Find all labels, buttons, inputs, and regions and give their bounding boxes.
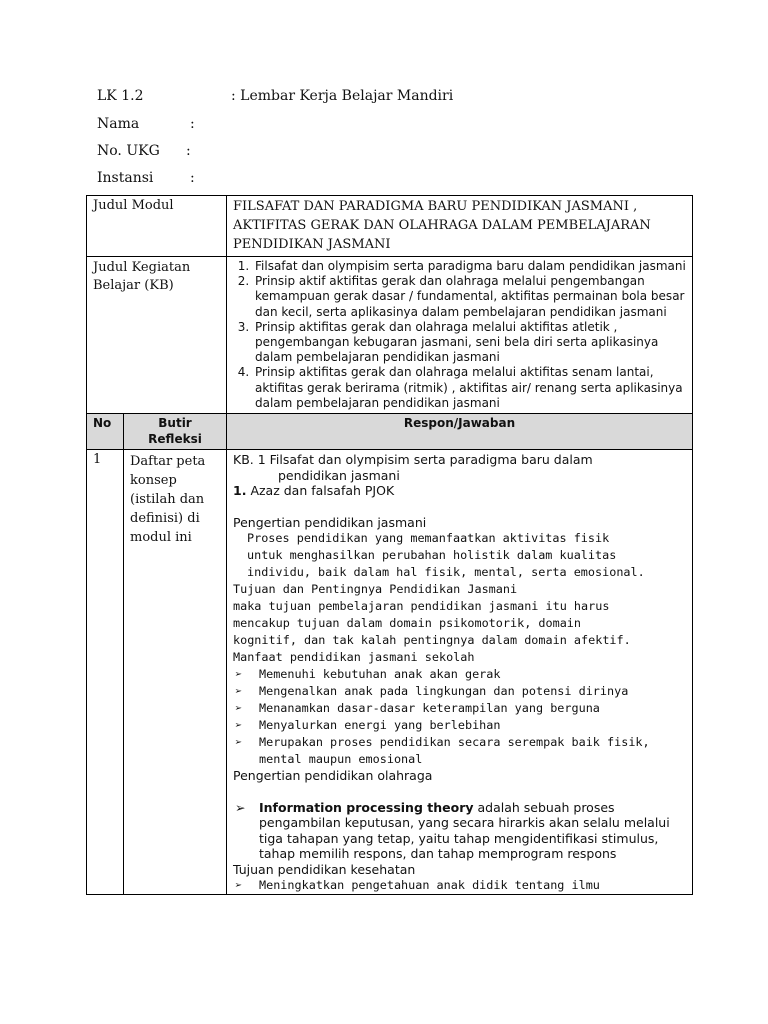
noukg-label: No. UKG [97, 143, 160, 159]
manfaat-item-text: Mengenalkan anak pada lingkungan dan potensi dirinya [259, 684, 629, 699]
tujuan-kesehatan: Tujuan pendidikan kesehatan [233, 861, 416, 877]
row-number: 1 [87, 450, 124, 895]
manfaat-item [233, 717, 686, 734]
manfaat-item-text: Menanamkan dasar-dasar keterampilan yang berguna [259, 701, 600, 716]
column-header-row [87, 414, 693, 450]
arrow-bullet-icon: ➢ [235, 701, 243, 716]
lk-line [97, 88, 454, 104]
kb-item-3: 3. Prinsip aktifitas gerak dan olahraga melalui aktifitas atletik , pengembangan kebugaran jasmani, seni bela diri serta aplikasinya dalam pembelajaran pendidikan jasmani [253, 320, 686, 366]
kb-list-cell [227, 257, 693, 414]
azaz-line [233, 483, 686, 499]
manfaat-title: Manfaat pendidikan jasmani sekolah [233, 650, 475, 665]
kb-item-2: 2. Prinsip aktif aktifitas gerak dan olahraga melalui pengembangan kemampuan gerak dasar / fundamental, aktifitas permainan bola besar dan kecil, serta aplikasinya dalam pembelajaran pendidikan jasmani [253, 274, 686, 320]
manfaat-item-cont: mental maupun emosional [259, 752, 423, 767]
judul-modul-label: Judul Modul [87, 196, 227, 257]
manfaat-item [233, 683, 686, 700]
manfaat-item [233, 666, 686, 683]
row-butir: Daftar peta konsep (istilah dan definisi) di modul ini [124, 450, 227, 895]
instansi-label: Instansi [97, 170, 154, 186]
proses-paragraph [233, 530, 686, 581]
proses-line-3: individu, baik dalam hal fisik, mental, serta emosional. [247, 565, 645, 580]
judul-modul-row [87, 196, 693, 257]
col-no-header: No [87, 414, 124, 450]
meningkatkan-text: Meningkatkan pengetahuan anak didik tentang ilmu [259, 878, 600, 893]
tujuan-line-2: mencakup tujuan dalam domain psikomotorik, domain [233, 616, 582, 631]
arrow-bullet-icon: ➢ [235, 718, 243, 733]
ipt-term: Information processing theory [259, 799, 474, 815]
col-butir-header: Butir Refleksi [124, 414, 227, 450]
judul-modul-value: FILSAFAT DAN PARADIGMA BARU PENDIDIKAN JASMANI , AKTIFITAS GERAK DAN OLAHRAGA DALAM PEMBELAJARAN PENDIDIKAN JASMANI [227, 196, 693, 257]
arrow-bullet-icon: ➢ [235, 684, 243, 699]
arrow-bullet-icon: ➢ [235, 667, 243, 682]
azaz-number: 1. [233, 483, 247, 499]
manfaat-item [233, 700, 686, 717]
ipt-item [233, 800, 686, 862]
instansi-line [97, 170, 195, 186]
manfaat-item [233, 734, 686, 751]
meningkatkan-item [233, 877, 686, 894]
manfaat-item-text: Menyalurkan energi yang berlebihan [259, 718, 501, 733]
pengertian-penjas: Pengertian pendidikan jasmani [233, 514, 427, 530]
arrow-bullet-icon: ➢ [235, 878, 243, 893]
kb-item-4: 4. Prinsip aktifitas gerak dan olahraga melalui aktifitas senam lantai, aktifitas gerak berirama (ritmik) , aktifitas air/ renang serta aplikasinya dalam pembelajaran pendidikan jasmani [253, 365, 686, 411]
tujuan-title: Tujuan dan Pentingnya Pendidikan Jasmani [233, 582, 518, 597]
proses-line-2: untuk menghasilkan perubahan holistik dalam kualitas [247, 548, 617, 563]
tujuan-block [233, 581, 686, 768]
kb-item-1: 1. Filsafat dan olympisim serta paradigma baru dalam pendidikan jasmani [253, 259, 686, 274]
pengertian-olahraga: Pengertian pendidikan olahraga [233, 768, 433, 784]
tujuan-line-3: kognitif, dan tak kalah pentingnya dalam domain afektif. [233, 633, 631, 648]
judul-kb-row [87, 257, 693, 414]
response-cell [227, 450, 693, 895]
reflection-row [87, 450, 693, 895]
worksheet-table [86, 195, 693, 895]
tujuan-line-1: maka tujuan pembelajaran pendidikan jasmani itu harus [233, 599, 610, 614]
manfaat-item-text: Memenuhi kebutuhan anak akan gerak [259, 667, 501, 682]
proses-line-1: Proses pendidikan yang memanfaatkan aktivitas fisik [247, 531, 610, 546]
kb-title-cont: pendidikan jasmani [278, 467, 400, 483]
noukg-colon: : [186, 143, 191, 159]
nama-colon: : [190, 116, 195, 132]
ipt-definition: adalah sebuah proses pengambilan keputusan, yang secara hirarkis akan selalu melalui tiga tahapan yang tetap, yaitu tahap mengidentifikasi stimulus, tahap memilih respons, dan tahap memprogram respons [259, 799, 670, 862]
spacer [233, 499, 686, 515]
spacer [233, 784, 686, 800]
nama-line [97, 116, 195, 132]
judul-kb-label: Judul Kegiatan Belajar (KB) [87, 257, 227, 414]
lk-label: LK 1.2 [97, 88, 144, 104]
manfaat-item-text: Merupakan proses pendidikan secara serempak baik fisik, [259, 735, 650, 750]
nama-label: Nama [97, 116, 140, 132]
arrow-bullet-icon: ➢ [235, 735, 243, 750]
kb-list [233, 259, 686, 411]
instansi-colon: : [190, 170, 195, 186]
arrow-bullet-icon: ➢ [235, 799, 246, 815]
azaz-text: Azaz dan falsafah PJOK [250, 483, 395, 499]
col-respon-header: Respon/Jawaban [227, 414, 693, 450]
noukg-line [97, 143, 191, 159]
kb-title: KB. 1 Filsafat dan olympisim serta paradigma baru dalam [233, 452, 593, 468]
lk-value: : Lembar Kerja Belajar Mandiri [231, 88, 454, 104]
